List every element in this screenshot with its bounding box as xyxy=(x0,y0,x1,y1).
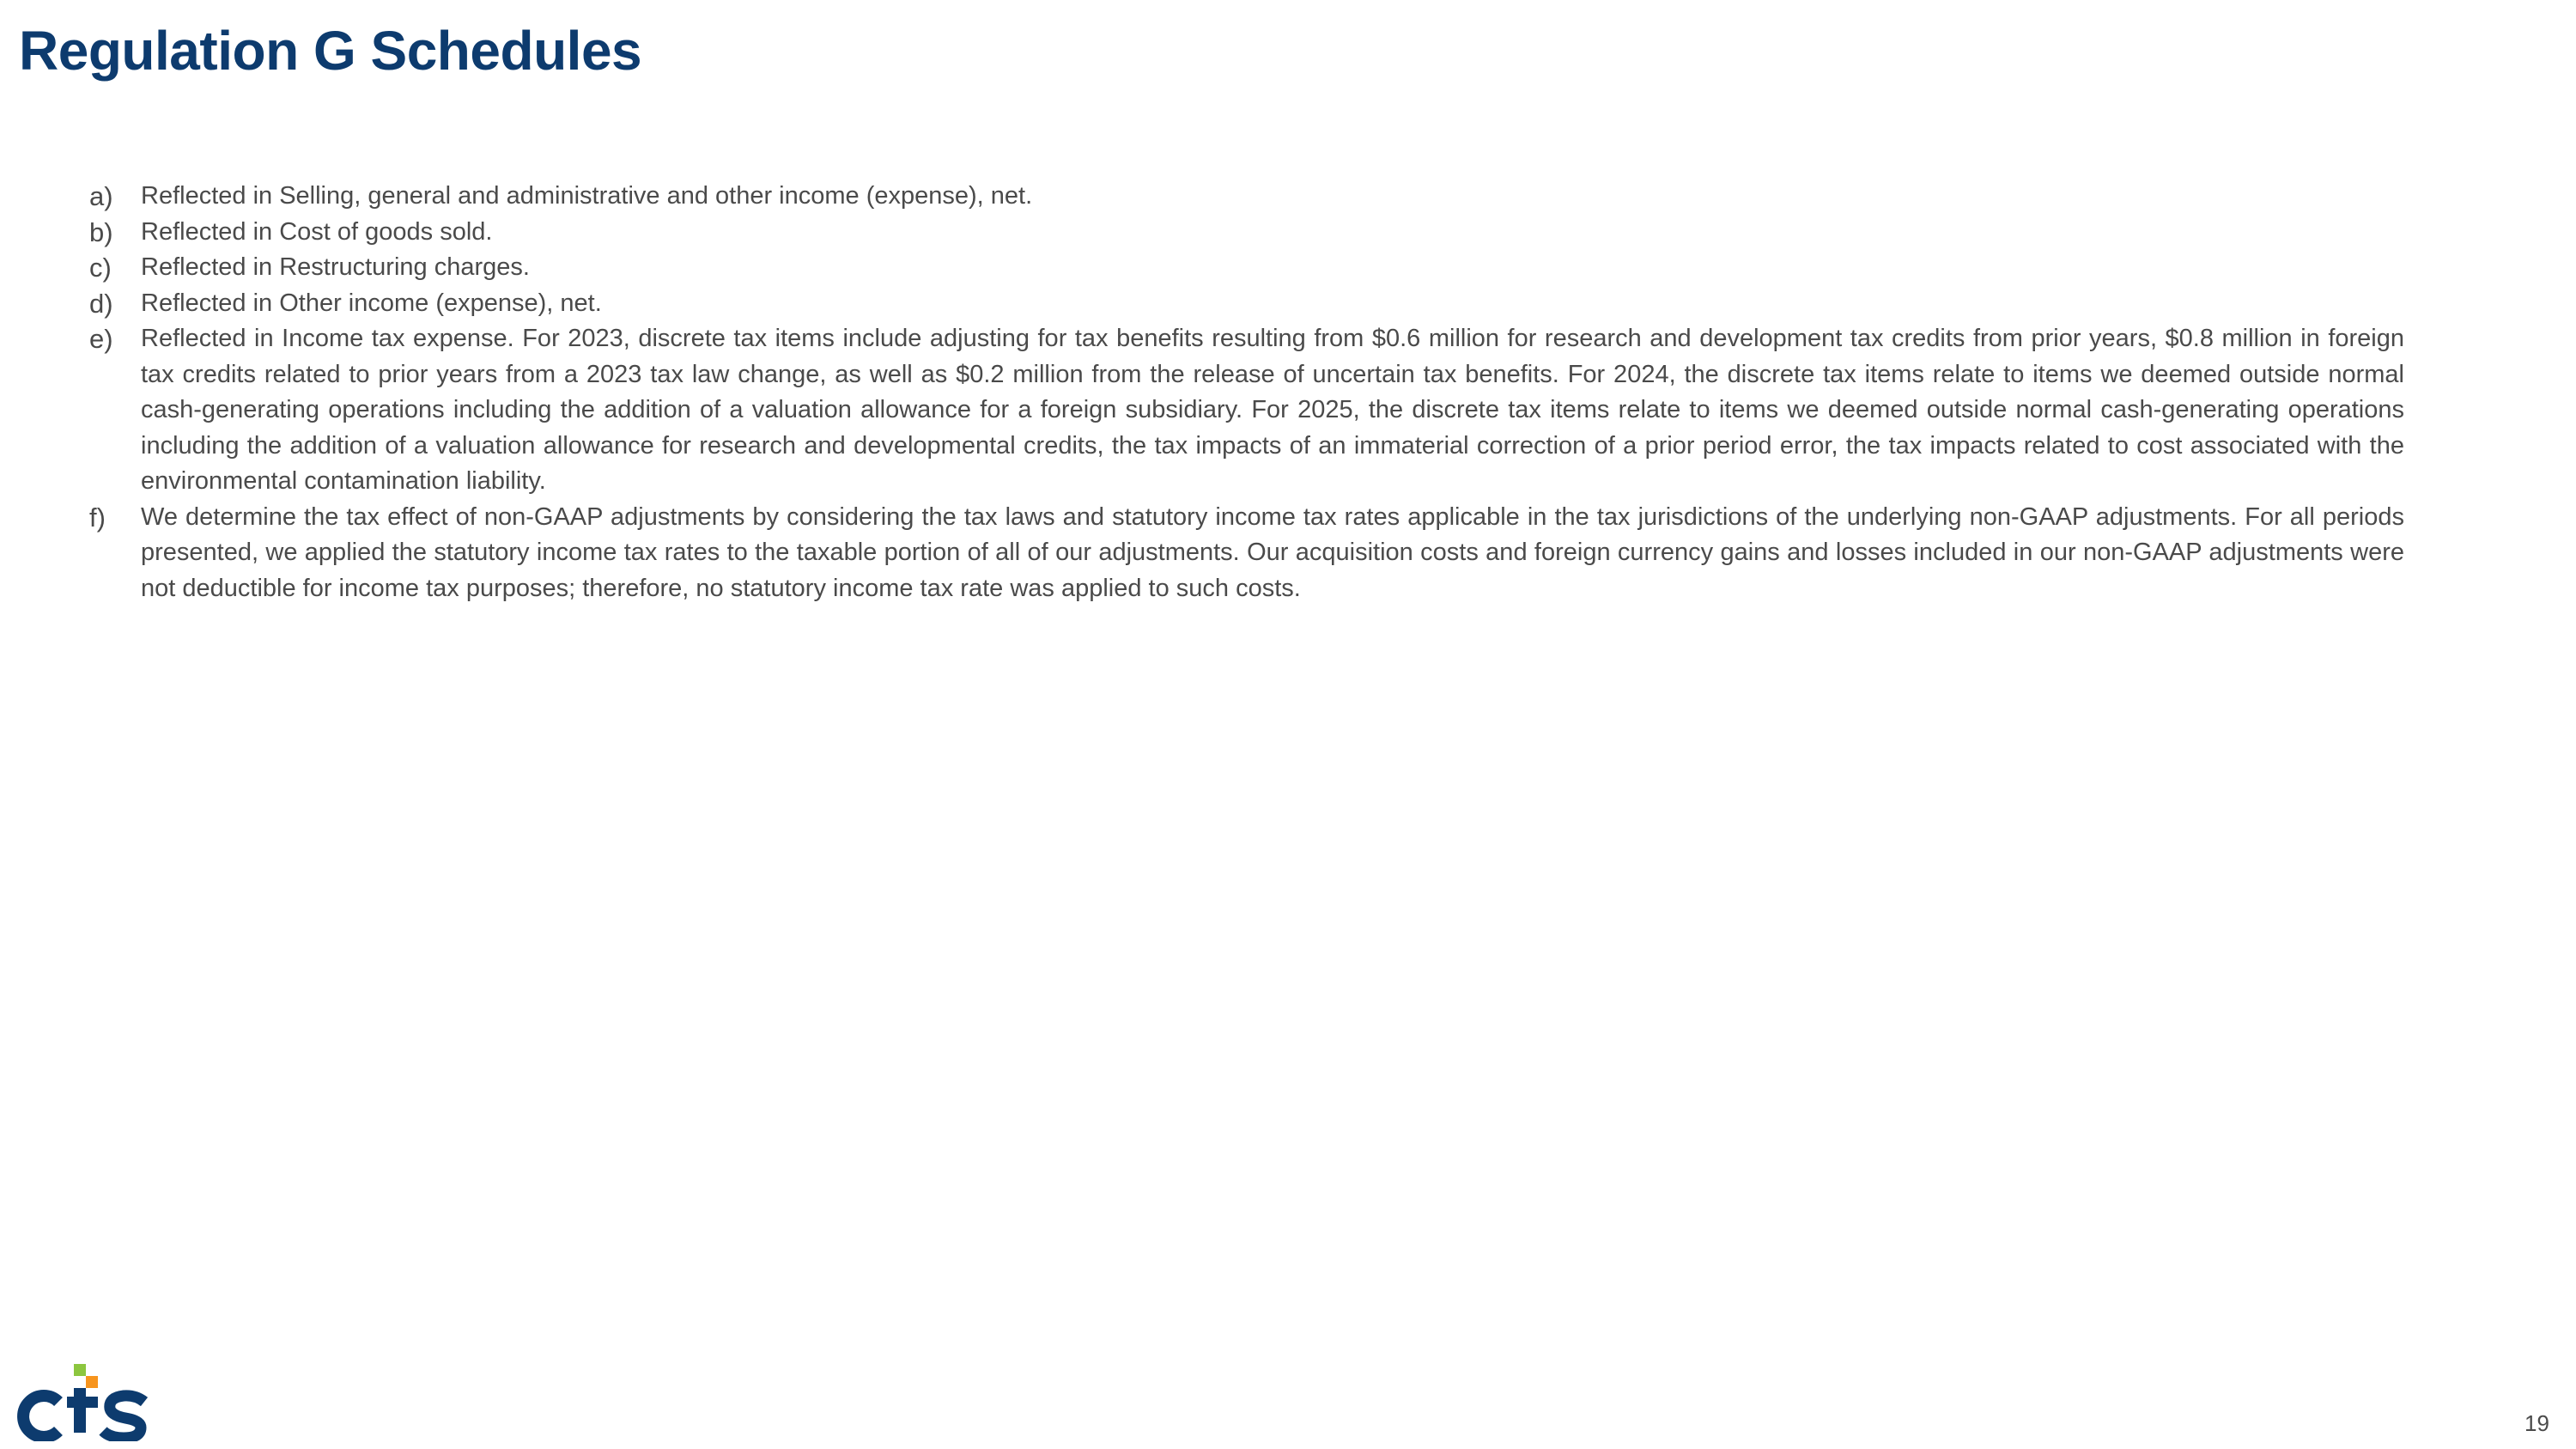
footnote-marker: e) xyxy=(89,324,113,354)
footnote-list xyxy=(89,179,2404,606)
footnote-text: Reflected in Restructuring charges. xyxy=(141,253,530,281)
footnote-marker: d) xyxy=(89,288,113,319)
footnote-item xyxy=(89,286,2404,322)
cts-logo-icon xyxy=(15,1364,153,1441)
footnote-item xyxy=(89,250,2404,286)
logo-letter-t-hook xyxy=(80,1433,94,1440)
page-number: 19 xyxy=(2524,1410,2549,1436)
footnote-item xyxy=(89,321,2404,500)
footnote-text: Reflected in Income tax expense. For 2023, discrete tax items include adjusting for tax benefits resulting from $0.6 million for research and development tax credits from prior years, $0.8 million in foreign tax credits related to prior years from a 2023 tax law change, as well as $0.2 million from the release of uncertain tax benefits. For 2024, the discrete tax items relate to items we deemed outside normal cash-generating operations including the addition of a valuation allowance for a foreign subsidiary. For 2025, the discrete tax items relate to items we deemed outside normal cash-generating operations including the addition of a valuation allowance for research and developmental credits, the tax impacts of an immaterial correction of a prior period error, the tax impacts related to cost associated with the environmental contamination liability. xyxy=(141,325,2404,495)
footnote-marker: a) xyxy=(89,181,113,211)
footnote-text: Reflected in Selling, general and administrative and other income (expense), net. xyxy=(141,182,1033,210)
logo-letter-c xyxy=(23,1396,58,1437)
footnote-text: We determine the tax effect of non-GAAP adjustments by considering the tax laws and statutory income tax rates applicable in the tax jurisdictions of the underlying non-GAAP adjustments. For all periods presented, we applied the statutory income tax rates to the taxable portion of all of our adjustments. Our acquisition costs and foreign currency gains and losses included in our non-GAAP adjustments were not deductible for income tax purposes; therefore, no statutory income tax rate was applied to such costs. xyxy=(141,502,2404,602)
footnote-marker: b) xyxy=(89,216,113,247)
page-title: Regulation G Schedules xyxy=(19,20,642,82)
footnote-item xyxy=(89,500,2404,607)
footnote-item xyxy=(89,215,2404,251)
logo-accent-orange xyxy=(86,1376,98,1388)
footnote-text: Reflected in Cost of goods sold. xyxy=(141,217,493,246)
logo-letter-t-bar xyxy=(67,1397,98,1408)
logo-accent-green xyxy=(74,1364,86,1376)
footnote-marker: f) xyxy=(89,502,106,533)
footnote-marker: c) xyxy=(89,253,112,283)
logo-letter-s xyxy=(103,1396,144,1438)
footnote-item xyxy=(89,179,2404,215)
footnote-text: Reflected in Other income (expense), net. xyxy=(141,289,602,317)
logo-letter-t-stem xyxy=(74,1388,86,1433)
